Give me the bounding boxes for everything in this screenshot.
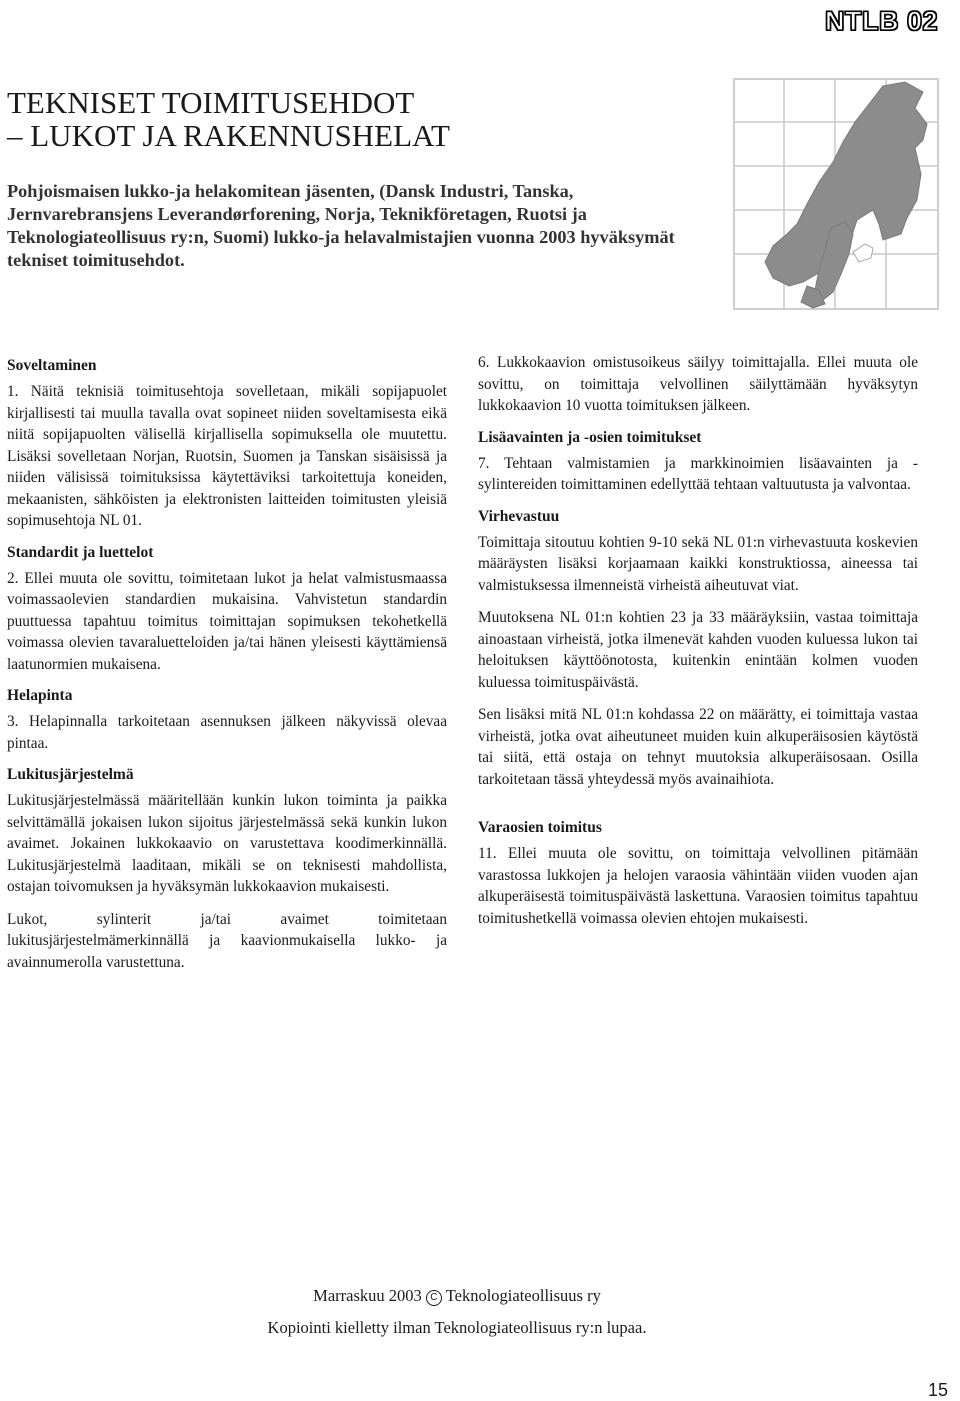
document-title (7, 86, 707, 152)
nordic-map-icon (733, 78, 939, 310)
heading-lukitusjarjestelma: Lukitusjärjestelmä (7, 766, 134, 783)
right-column (478, 352, 918, 940)
paragraph-10: Sen lisäksi mitä NL 01:n kohdassa 22 on määrätty, ei toimittaja vastaa virheistä, jotka ovat aiheutuneet muiden kuin alkuperäisosien käytöstä tai siitä, että ostaja on tehnyt muutoksia alkuperäisosaan. Osilla tarkoitetaan tässä yhteydessä myös avainaihiota. (478, 706, 918, 788)
paragraph-4: Lukitusjärjestelmässä määritellään kunkin lukon toiminta ja paikka selvittämällä jokaisen lukon sijoitus järjestelmässä sekä kunkin lukon avaimet. Jokainen lukkokaavio on varustettava koodimerkinnällä. Lukitusjärjestelmä laaditaan, mikäli se on teknisesti mahdollista, ostajan toivomuksen ja hyväksymän lukkokaavion mukaisesti. (7, 792, 447, 895)
footer-organization: Teknologiateollisuus ry (445, 1286, 601, 1305)
paragraph-9: Muutoksena NL 01:n kohtien 23 ja 33 määräyksiin, vastaa toimittaja ainoastaan virheistä, jotka ilmenevät kahden vuoden kuluessa lukon tai heloituksen käyttöönotosta, kuitenkin enintään kolmen vuoden kuluessa toimituspäivästä. (478, 609, 918, 691)
intro-paragraph: Pohjoismaisen lukko-ja helakomitean jäsenten, (Dansk Industri, Tanska, Jernvarebransjens Leverandørforening, Norja, Teknikföretagen, Ruotsi ja Teknologiateollisuus ry:n, Suomi) lukko-ja helavalmistajien vuonna 2003 hyväksymät tekniset toimitusehdot. (7, 181, 675, 270)
paragraph-2: 2. Ellei muuta ole sovittu, toimitetaan lukot ja helat valmistusmaassa voimassaolevien standardien mukaisina. Vahvistetun standardin puuttuessa tapahtuu toimitus toimittajan sopimuksen tekohetkellä voimassa olevien tavaraluetteloiden ja/tai hänen yleisesti käyttämiensä laatunormien mukaisena. (7, 569, 447, 673)
paragraph-6: 6. Lukkokaavion omistusoikeus säilyy toimittajalla. Ellei muuta ole sovittu, on toimittaja velvollinen säilyttämään hyväksytyn lukkokaavion 10 vuotta toimituksen jälkeen. (478, 354, 918, 414)
heading-soveltaminen: Soveltaminen (7, 357, 97, 374)
footer-notice: Kopiointi kielletty ilman Teknologiateollisuus ry:n lupaa. (267, 1318, 647, 1337)
footer-date-line (0, 1286, 914, 1306)
paragraph-1: 1. Näitä teknisiä toimitusehtoja sovelletaan, mikäli sopijapuolet kirjallisesti tai muulla tavalla ovat sopineet niiden soveltamisesta eikä niitä sopijapuolten välisellä kirjallisella sopimuksella ole muutettu. Lisäksi sovelletaan Norjan, Ruotsin, Suomen ja Tanskan sisäisissä ja niiden välisissä toimituksissa käytettäviksi tarkoitettuja koneiden, mekaanisten, sähköisten ja elektronisten laitteiden toimitusten yleisiä sopimusehtoja NL 01. (7, 383, 447, 529)
heading-standardit: Standardit ja luettelot (7, 543, 154, 561)
title-line-2: – LUKOT JA RAKENNUSHELAT (7, 118, 450, 153)
document-code-badge: NTLB 02 (824, 6, 938, 36)
heading-lisaavainten: Lisäavainten ja -osien toimitukset (478, 428, 702, 446)
footer-date: Marraskuu 2003 (313, 1286, 422, 1305)
heading-varaosien: Varaosien toimitus (478, 819, 602, 836)
title-line-1: TEKNISET TOIMITUSEHDOT (7, 85, 415, 120)
paragraph-11: 11. Ellei muuta ole sovittu, on toimittaja velvollinen pitämään varastossa lukkojen ja helojen varaosia vähintään viiden vuoden ajan alkuperäisestä toimituspäivästä laskettuna. Varaosien toimitus tapahtuu toimitushetkellä voimassa olevien ehtojen mukaisesti. (478, 845, 918, 927)
copyright-icon: C (426, 1290, 442, 1306)
heading-virhevastuu: Virhevastuu (478, 507, 560, 525)
heading-helapinta: Helapinta (7, 687, 73, 704)
page-number: 15 (927, 1380, 948, 1400)
paragraph-8: Toimittaja sitoutuu kohtien 9-10 sekä NL 01:n virhevastuuta koskevien määräysten lisäksi korjaamaan kaikki konstruktiossa, aineessa tai valmistuksessa ilmenneistä virheistä aiheutuvat viat. (478, 533, 918, 594)
paragraph-7: 7. Tehtaan valmistamien ja markkinoimien lisäavainten ja -sylintereiden toimittaminen edellyttää tehtaan valtuutusta ja valvontaa. (478, 454, 918, 493)
paragraph-5: Lukot, sylinterit ja/tai avaimet toimitetaan lukitusjärjestelmämerkinnällä ja kaavionmukaisella lukko- ja avainnumerolla varustettuna. (7, 910, 447, 971)
paragraph-3: 3. Helapinnalla tarkoitetaan asennuksen jälkeen näkyvissä olevaa pintaa. (7, 713, 447, 752)
left-column (7, 352, 447, 984)
